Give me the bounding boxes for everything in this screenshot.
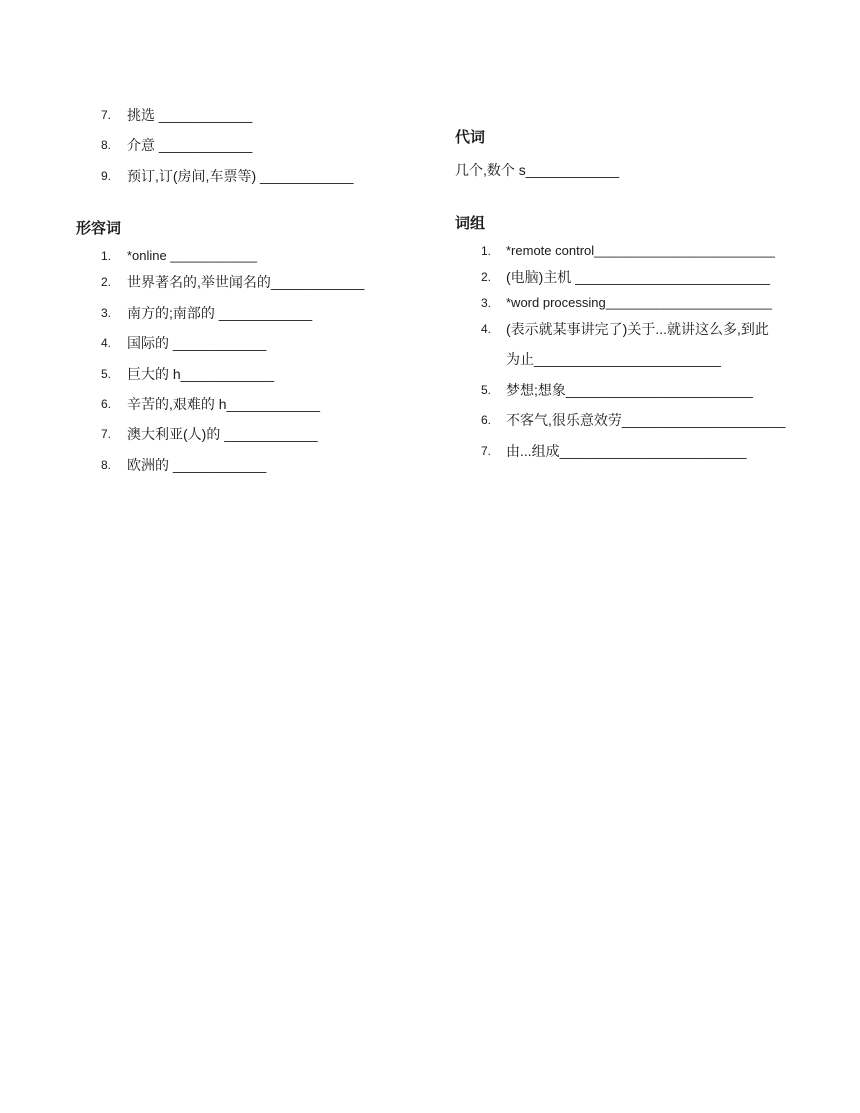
list-number: 7. <box>101 427 112 441</box>
list-item-continuation: 为止________________________ <box>506 351 721 367</box>
list-item: *remote control_________________________ <box>506 243 775 258</box>
list-number: 7. <box>481 444 492 458</box>
pronouns-heading: 代词 <box>455 129 486 146</box>
list-item: *word processing_______________________ <box>506 295 773 310</box>
list-item: 巨大的 h____________ <box>127 366 275 382</box>
list-item: (电脑)主机 _________________________ <box>506 269 770 285</box>
list-item: 澳大利亚(人)的 ____________ <box>127 426 318 442</box>
list-number: 4. <box>481 322 492 336</box>
list-item: 挑选 ____________ <box>127 107 253 123</box>
pronoun-line: 几个,数个 s____________ <box>455 162 620 178</box>
list-number: 7. <box>101 108 112 122</box>
list-item: 预订,订(房间,车票等) ____________ <box>127 168 354 184</box>
list-item: (表示就某事讲完了)关于...就讲这么多,到此 <box>506 321 769 337</box>
list-item: 南方的;南部的 ____________ <box>127 305 313 321</box>
list-item: 辛苦的,艰难的 h____________ <box>127 396 320 412</box>
list-item: 由...组成________________________ <box>506 443 747 459</box>
list-item: 国际的 ____________ <box>127 335 267 351</box>
list-number: 6. <box>481 413 492 427</box>
list-number: 3. <box>481 296 492 310</box>
list-item: 梦想;想象________________________ <box>506 382 753 398</box>
list-item: 欧洲的 ____________ <box>127 457 267 473</box>
list-number: 5. <box>481 383 492 397</box>
list-number: 2. <box>481 270 492 284</box>
list-number: 5. <box>101 367 112 381</box>
list-item: 介意 ____________ <box>127 137 253 153</box>
phrases-heading: 词组 <box>455 215 486 232</box>
list-item: 世界著名的,举世闻名的____________ <box>127 274 365 290</box>
adjectives-heading: 形容词 <box>76 220 122 237</box>
list-number: 2. <box>101 275 112 289</box>
list-number: 9. <box>101 169 112 183</box>
list-number: 3. <box>101 306 112 320</box>
list-number: 1. <box>101 249 112 263</box>
list-number: 8. <box>101 458 112 472</box>
list-item: 不客气,很乐意效劳_____________________ <box>506 412 786 428</box>
list-number: 8. <box>101 138 112 152</box>
list-number: 4. <box>101 336 112 350</box>
list-number: 1. <box>481 244 492 258</box>
list-item: *online ____________ <box>127 248 258 263</box>
list-number: 6. <box>101 397 112 411</box>
